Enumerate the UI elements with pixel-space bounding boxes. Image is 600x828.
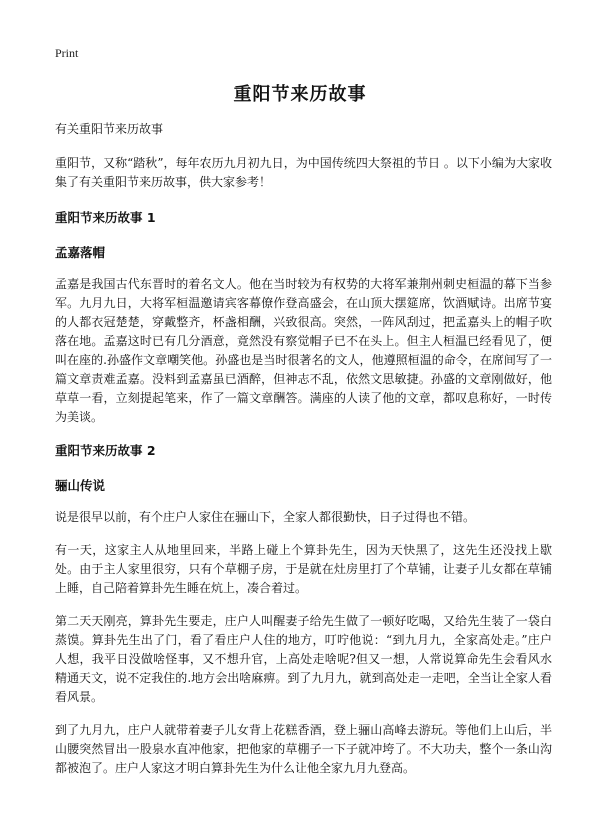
story-section-2: [55, 441, 552, 778]
story-section-1: [55, 208, 552, 427]
story-paragraph: 到了九月九，庄户人就带着妻子儿女背上花糕香酒，登上骊山高峰去游玩。等他们上山后，半山腰突然冒出一股泉水直冲他家，把他家的草棚子一下子就冲垮了。不大功夫，整个一条山沟都被泡了。庄户人家这才明白算卦先生为什么让他全家九月九登高。: [55, 723, 552, 775]
story-paragraph: 孟嘉是我国古代东晋时的着名文人。他在当时较为有权势的大将军兼荆州刺史桓温的幕下当参军。九月九日，大将军桓温邀请宾客幕僚作登高盛会，在山顶大摆筵席，饮酒赋诗。出席节宴的人都衣冠楚楚，穿戴整齐，杯盏相酬，兴致很高。突然，一阵风刮过，把孟嘉头上的帽子吹落在地。孟嘉这时已有几分酒意，竟然没有察觉帽子已不在头上。但主人桓温已经看见了，便叫在座的.孙盛作文章嘲笑他。孙盛也是当时很著名的文人，他遵照桓温的命令，在席间写了一篇文章责难孟嘉。没料到孟嘉虽已酒醉，但神志不乱，依然文思敏捷。孙盛的文章刚做好，他草草一看，立刻提起笔来，作了一篇文章酬答。满座的人读了他的文章，都叹息称好，一时传为美谈。: [55, 277, 552, 424]
story-paragraph: 说是很早以前，有个庄户人家住在骊山下，全家人都很勤快，日子过得也不错。: [55, 510, 476, 524]
story-paragraph: 有一天，这家主人从地里回来，半路上碰上个算卦先生，因为天快黑了，这先生还没找上歇处。由于主人家里很穷，只有个草棚子房，于是就在灶房里打了个草铺，让妻子儿女都在草铺上睡，自己陪着算卦先生睡在炕上，凑合着过。: [55, 543, 552, 595]
article-body: [55, 120, 552, 792]
print-label: Print: [55, 46, 79, 60]
intro-heading: 有关重阳节来历故事: [55, 122, 164, 136]
page-title: 重阳节来历故事: [233, 84, 367, 105]
section-subheading: 骊山传说: [55, 478, 106, 493]
story-paragraph: 第二天天刚亮，算卦先生要走，庄户人叫醒妻子给先生做了一顿好吃喝，又给先生装了一袋白蒸馍。算卦先生出了门，看了看庄户人住的地方，叮咛他说：“到九月九，全家高处走。”庄户人想，我平日没做啥怪事，又不想升官，上高处走啥呢?但又一想，人常说算命先生会看风水精通天文，说不定我住的.地方会出啥麻痹。到了九月九，就到高处走一走吧，全当让全家人看看风景。: [55, 614, 552, 704]
section-heading: 重阳节来历故事 2: [55, 443, 156, 458]
section-heading: 重阳节来历故事 1: [55, 210, 156, 225]
section-subheading: 孟嘉落帽: [55, 245, 106, 260]
intro-paragraph: 重阳节，又称“踏秋”，每年农历九月初九日，为中国传统四大祭祖的节日 。以下小编为大家收集了有关重阳节来历故事，供大家参考！: [55, 156, 552, 189]
